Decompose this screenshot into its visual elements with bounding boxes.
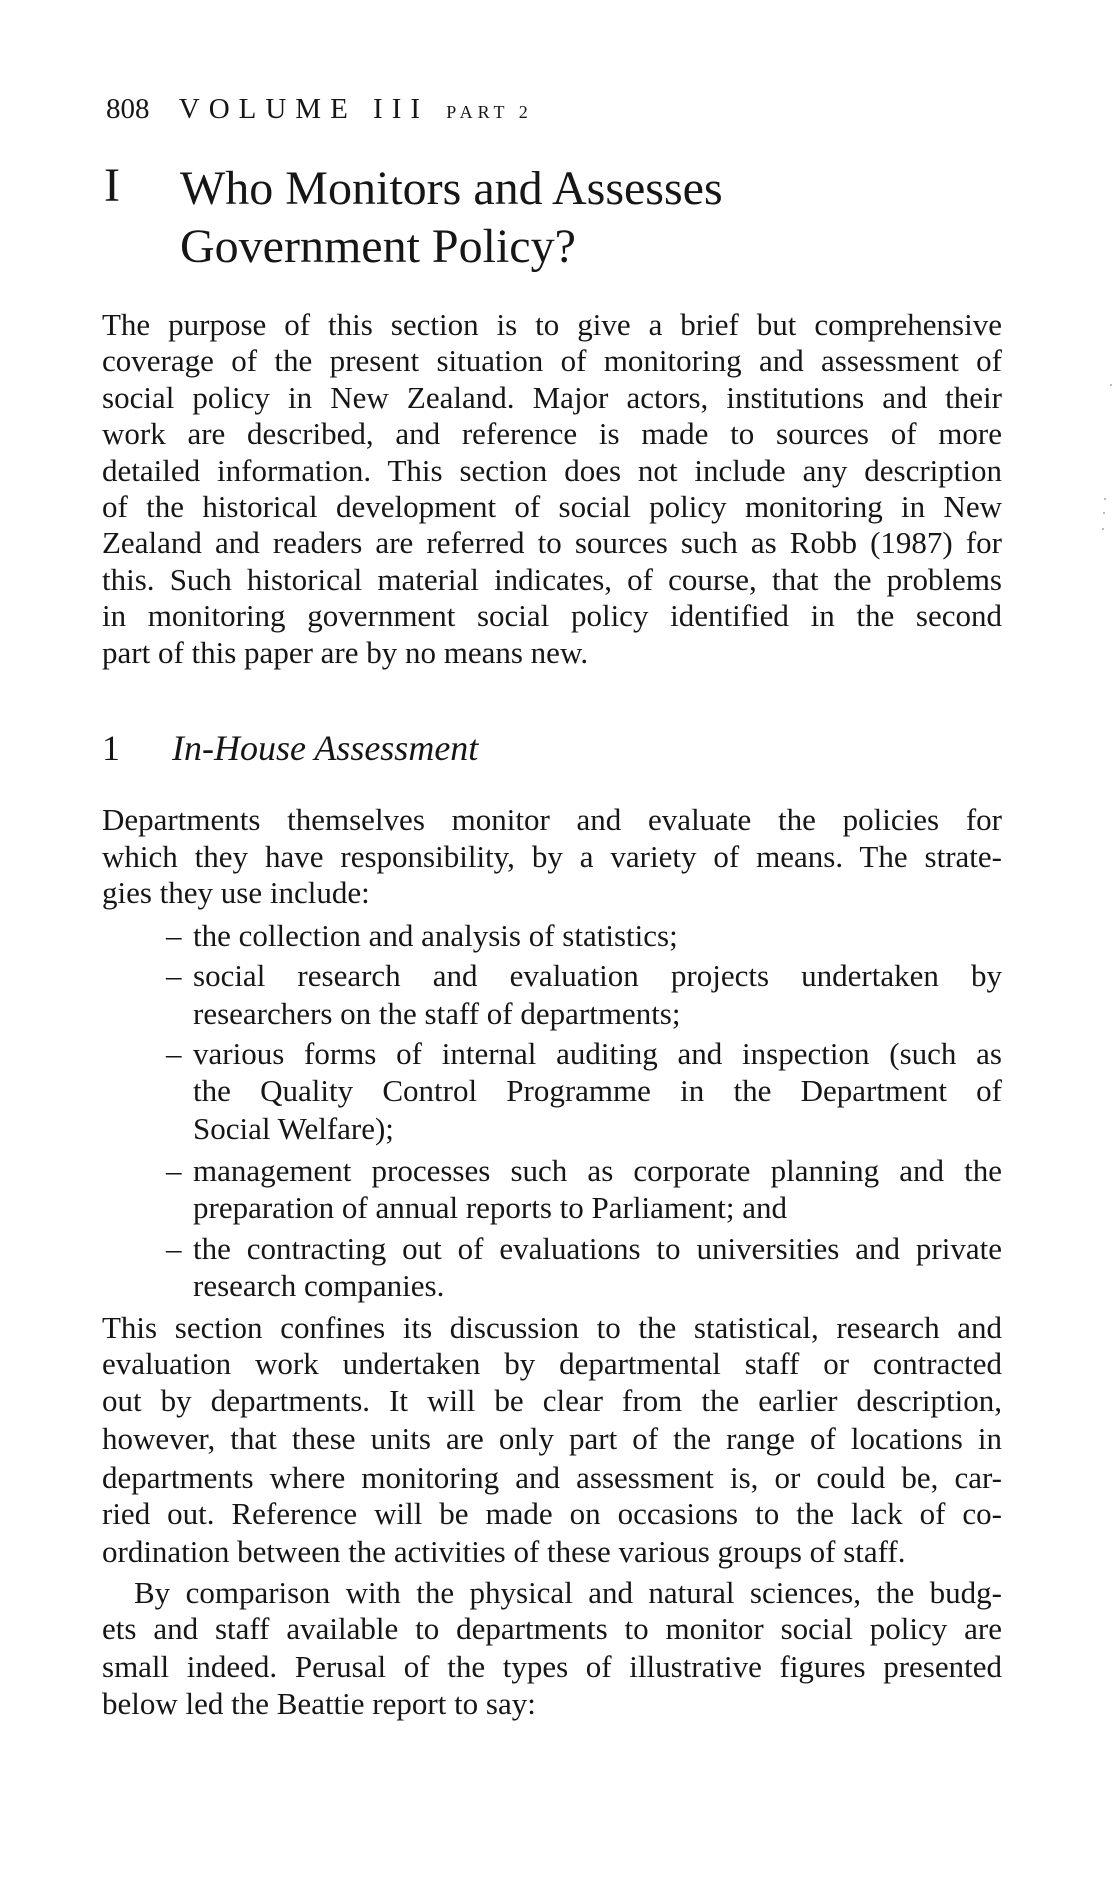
- paragraph-line: work are described, and reference is made to sources of more: [102, 416, 1002, 451]
- list-item-continuation: research companies.: [193, 1268, 445, 1303]
- list-item-continuation: researchers on the staff of departments;: [193, 996, 681, 1031]
- paragraph-line: ried out. Reference will be made on occasions to the lack of co-: [102, 1496, 1002, 1531]
- paragraph-line: in monitoring government social policy identified in the second: [102, 598, 1002, 633]
- paragraph-line: ordination between the activities of these various groups of staff.: [102, 1534, 906, 1569]
- paragraph-line: out by departments. It will be clear from the earlier description,: [102, 1383, 1002, 1418]
- paragraph-line: however, that these units are only part of the range of locations in: [102, 1421, 1002, 1456]
- dash-bullet-icon: –: [166, 1231, 182, 1266]
- list-item-continuation: Social Welfare);: [193, 1111, 394, 1146]
- paragraph-line: this. Such historical material indicates, of course, that the problems: [102, 562, 1002, 597]
- paragraph-line: below led the Beattie report to say:: [102, 1686, 536, 1721]
- section-title-line-2: Government Policy?: [180, 220, 576, 273]
- scan-artifact: [1104, 498, 1106, 500]
- list-item: the collection and analysis of statistics;: [193, 918, 678, 953]
- paragraph-line: Zealand and readers are referred to sources such as Robb (1987) for: [102, 525, 1002, 560]
- section-title: [180, 160, 1000, 276]
- dash-bullet-icon: –: [166, 918, 182, 953]
- dash-bullet-icon: –: [166, 1036, 182, 1071]
- list-item-continuation: preparation of annual reports to Parliament; and: [193, 1190, 787, 1225]
- paragraph-line: ets and staff available to departments to monitor social policy are: [102, 1611, 1002, 1646]
- paragraph-line: The purpose of this section is to give a brief but comprehensive: [102, 307, 1002, 342]
- subsection-heading: [102, 726, 478, 770]
- list-item-continuation: the Quality Control Programme in the Department of: [193, 1073, 1002, 1108]
- volume-label: VOLUME III: [178, 93, 430, 125]
- list-item: management processes such as corporate planning and the: [193, 1153, 1002, 1188]
- dash-bullet-icon: –: [166, 1153, 182, 1188]
- subsection-title: In-House Assessment: [172, 728, 479, 768]
- page-number: 808: [106, 93, 150, 125]
- paragraph-line: Departments themselves monitor and evaluate the policies for: [102, 802, 1002, 837]
- paragraph-line: evaluation work undertaken by departmental staff or contracted: [102, 1346, 1002, 1381]
- paragraph-line: part of this paper are by no means new.: [102, 635, 589, 670]
- paragraph-line: of the historical development of social policy monitoring in New: [102, 489, 1002, 524]
- paragraph-line: gies they use include:: [102, 875, 370, 910]
- paragraph-line: detailed information. This section does not include any description: [102, 453, 1002, 488]
- list-item: the contracting out of evaluations to universities and private: [193, 1231, 1002, 1266]
- paragraph-line: which they have responsibility, by a variety of means. The strate-: [102, 839, 1002, 874]
- paragraph-line: By comparison with the physical and natural sciences, the budg-: [134, 1575, 1002, 1610]
- paragraph-line: This section confines its discussion to the statistical, research and: [102, 1310, 1002, 1345]
- scan-artifact: [1102, 528, 1104, 530]
- scan-artifact: [1110, 384, 1112, 386]
- scan-artifact: [1103, 512, 1105, 514]
- paragraph-line: departments where monitoring and assessment is, or could be, car-: [102, 1460, 1002, 1495]
- dash-bullet-icon: –: [166, 958, 182, 993]
- running-head: [106, 93, 533, 128]
- paragraph-line: social policy in New Zealand. Major actors, institutions and their: [102, 380, 1002, 415]
- subsection-number: 1: [102, 728, 120, 768]
- section-number: I: [104, 159, 120, 212]
- paragraph-line: small indeed. Perusal of the types of illustrative figures presented: [102, 1649, 1002, 1684]
- list-item: various forms of internal auditing and inspection (such as: [193, 1036, 1002, 1071]
- list-item: social research and evaluation projects undertaken by: [193, 958, 1002, 993]
- part-label: PART 2: [446, 102, 533, 122]
- section-title-line-1: Who Monitors and Assesses: [180, 162, 723, 215]
- paragraph-line: coverage of the present situation of monitoring and assessment of: [102, 343, 1002, 378]
